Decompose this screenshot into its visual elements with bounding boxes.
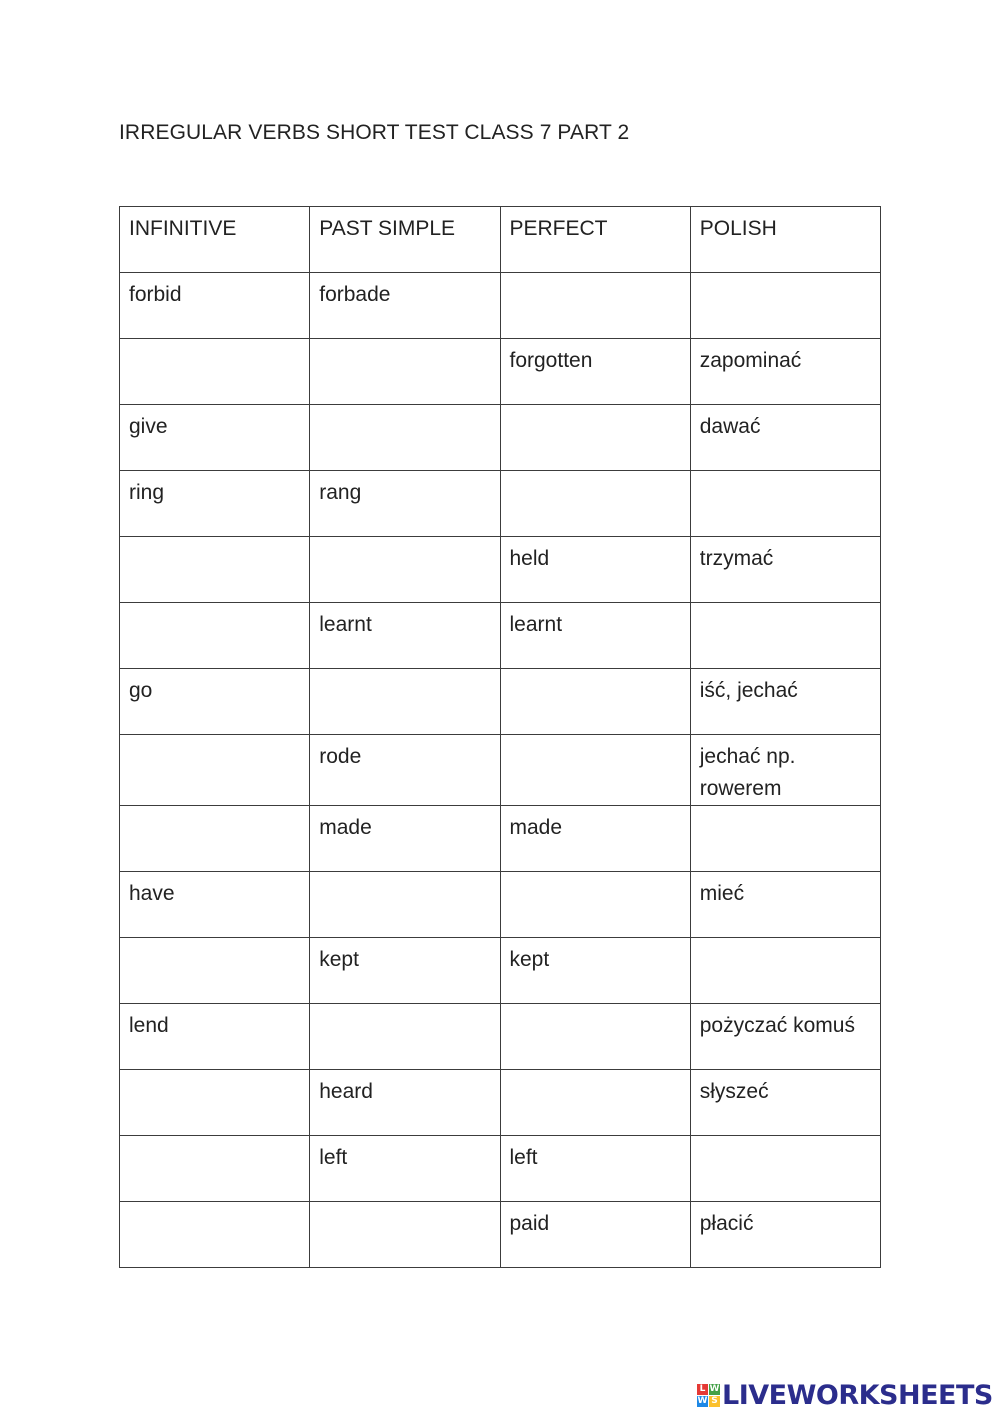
cell-past-simple: kept bbox=[310, 938, 500, 1004]
cell-polish[interactable] bbox=[690, 603, 880, 669]
table-row bbox=[120, 938, 881, 1004]
table-row bbox=[120, 603, 881, 669]
table-row bbox=[120, 669, 881, 735]
cell-perfect[interactable] bbox=[500, 1070, 690, 1136]
cell-infinitive[interactable] bbox=[120, 537, 310, 603]
table-row bbox=[120, 872, 881, 938]
cell-past-simple[interactable] bbox=[310, 405, 500, 471]
cell-past-simple: made bbox=[310, 806, 500, 872]
cell-polish: mieć bbox=[690, 872, 880, 938]
cell-polish: słyszeć bbox=[690, 1070, 880, 1136]
cell-infinitive[interactable] bbox=[120, 1070, 310, 1136]
table-row bbox=[120, 405, 881, 471]
cell-perfect: forgotten bbox=[500, 339, 690, 405]
cell-polish: jechać np. rowerem bbox=[690, 735, 880, 806]
cell-past-simple[interactable] bbox=[310, 339, 500, 405]
cell-perfect: left bbox=[500, 1136, 690, 1202]
cell-perfect[interactable] bbox=[500, 669, 690, 735]
cell-polish[interactable] bbox=[690, 938, 880, 1004]
cell-past-simple: heard bbox=[310, 1070, 500, 1136]
table-row bbox=[120, 339, 881, 405]
cell-past-simple[interactable] bbox=[310, 1202, 500, 1268]
liveworksheets-logo-icon bbox=[697, 1384, 720, 1407]
cell-polish: płacić bbox=[690, 1202, 880, 1268]
cell-polish[interactable] bbox=[690, 471, 880, 537]
cell-polish[interactable] bbox=[690, 806, 880, 872]
cell-infinitive[interactable] bbox=[120, 1136, 310, 1202]
cell-past-simple[interactable] bbox=[310, 1004, 500, 1070]
worksheet-title: IRREGULAR VERBS SHORT TEST CLASS 7 PART 2 bbox=[119, 121, 630, 144]
cell-perfect[interactable] bbox=[500, 1004, 690, 1070]
cell-infinitive: lend bbox=[120, 1004, 310, 1070]
logo-tile: S bbox=[709, 1396, 720, 1407]
table-row bbox=[120, 537, 881, 603]
cell-past-simple: rang bbox=[310, 471, 500, 537]
cell-perfect: held bbox=[500, 537, 690, 603]
cell-infinitive[interactable] bbox=[120, 603, 310, 669]
verbs-table bbox=[119, 206, 881, 1268]
cell-past-simple: rode bbox=[310, 735, 500, 806]
column-header-infinitive: INFINITIVE bbox=[120, 207, 310, 273]
cell-infinitive[interactable] bbox=[120, 938, 310, 1004]
cell-polish: iść, jechać bbox=[690, 669, 880, 735]
table-row bbox=[120, 735, 881, 806]
cell-past-simple: learnt bbox=[310, 603, 500, 669]
table-row bbox=[120, 1004, 881, 1070]
liveworksheets-brand bbox=[697, 1378, 993, 1412]
cell-polish: trzymać bbox=[690, 537, 880, 603]
verbs-table-body bbox=[120, 273, 881, 1268]
brand-name: LIVEWORKSHEETS bbox=[722, 1379, 993, 1411]
cell-perfect: kept bbox=[500, 938, 690, 1004]
table-row bbox=[120, 1136, 881, 1202]
cell-past-simple[interactable] bbox=[310, 669, 500, 735]
cell-infinitive[interactable] bbox=[120, 806, 310, 872]
table-header-row bbox=[120, 207, 881, 273]
cell-perfect: learnt bbox=[500, 603, 690, 669]
cell-perfect[interactable] bbox=[500, 471, 690, 537]
logo-tile: W bbox=[697, 1395, 708, 1406]
table-row bbox=[120, 273, 881, 339]
column-header-past-simple: PAST SIMPLE bbox=[310, 207, 500, 273]
cell-polish[interactable] bbox=[690, 1136, 880, 1202]
cell-infinitive: go bbox=[120, 669, 310, 735]
cell-past-simple: forbade bbox=[310, 273, 500, 339]
column-header-perfect: PERFECT bbox=[500, 207, 690, 273]
cell-past-simple: left bbox=[310, 1136, 500, 1202]
cell-infinitive[interactable] bbox=[120, 1202, 310, 1268]
cell-infinitive: give bbox=[120, 405, 310, 471]
cell-past-simple[interactable] bbox=[310, 537, 500, 603]
cell-perfect: made bbox=[500, 806, 690, 872]
cell-perfect[interactable] bbox=[500, 872, 690, 938]
cell-infinitive: forbid bbox=[120, 273, 310, 339]
cell-polish: dawać bbox=[690, 405, 880, 471]
table-row bbox=[120, 806, 881, 872]
cell-infinitive: have bbox=[120, 872, 310, 938]
cell-polish[interactable] bbox=[690, 273, 880, 339]
cell-perfect[interactable] bbox=[500, 273, 690, 339]
cell-perfect: paid bbox=[500, 1202, 690, 1268]
cell-infinitive[interactable] bbox=[120, 735, 310, 806]
cell-infinitive[interactable] bbox=[120, 339, 310, 405]
column-header-polish: POLISH bbox=[690, 207, 880, 273]
table-row bbox=[120, 1202, 881, 1268]
cell-polish: zapominać bbox=[690, 339, 880, 405]
cell-past-simple[interactable] bbox=[310, 872, 500, 938]
table-row bbox=[120, 1070, 881, 1136]
cell-perfect[interactable] bbox=[500, 405, 690, 471]
logo-tile: L bbox=[697, 1384, 708, 1395]
logo-tile: W bbox=[709, 1383, 720, 1394]
cell-infinitive: ring bbox=[120, 471, 310, 537]
table-row bbox=[120, 471, 881, 537]
cell-polish: pożyczać komuś bbox=[690, 1004, 880, 1070]
cell-perfect[interactable] bbox=[500, 735, 690, 806]
